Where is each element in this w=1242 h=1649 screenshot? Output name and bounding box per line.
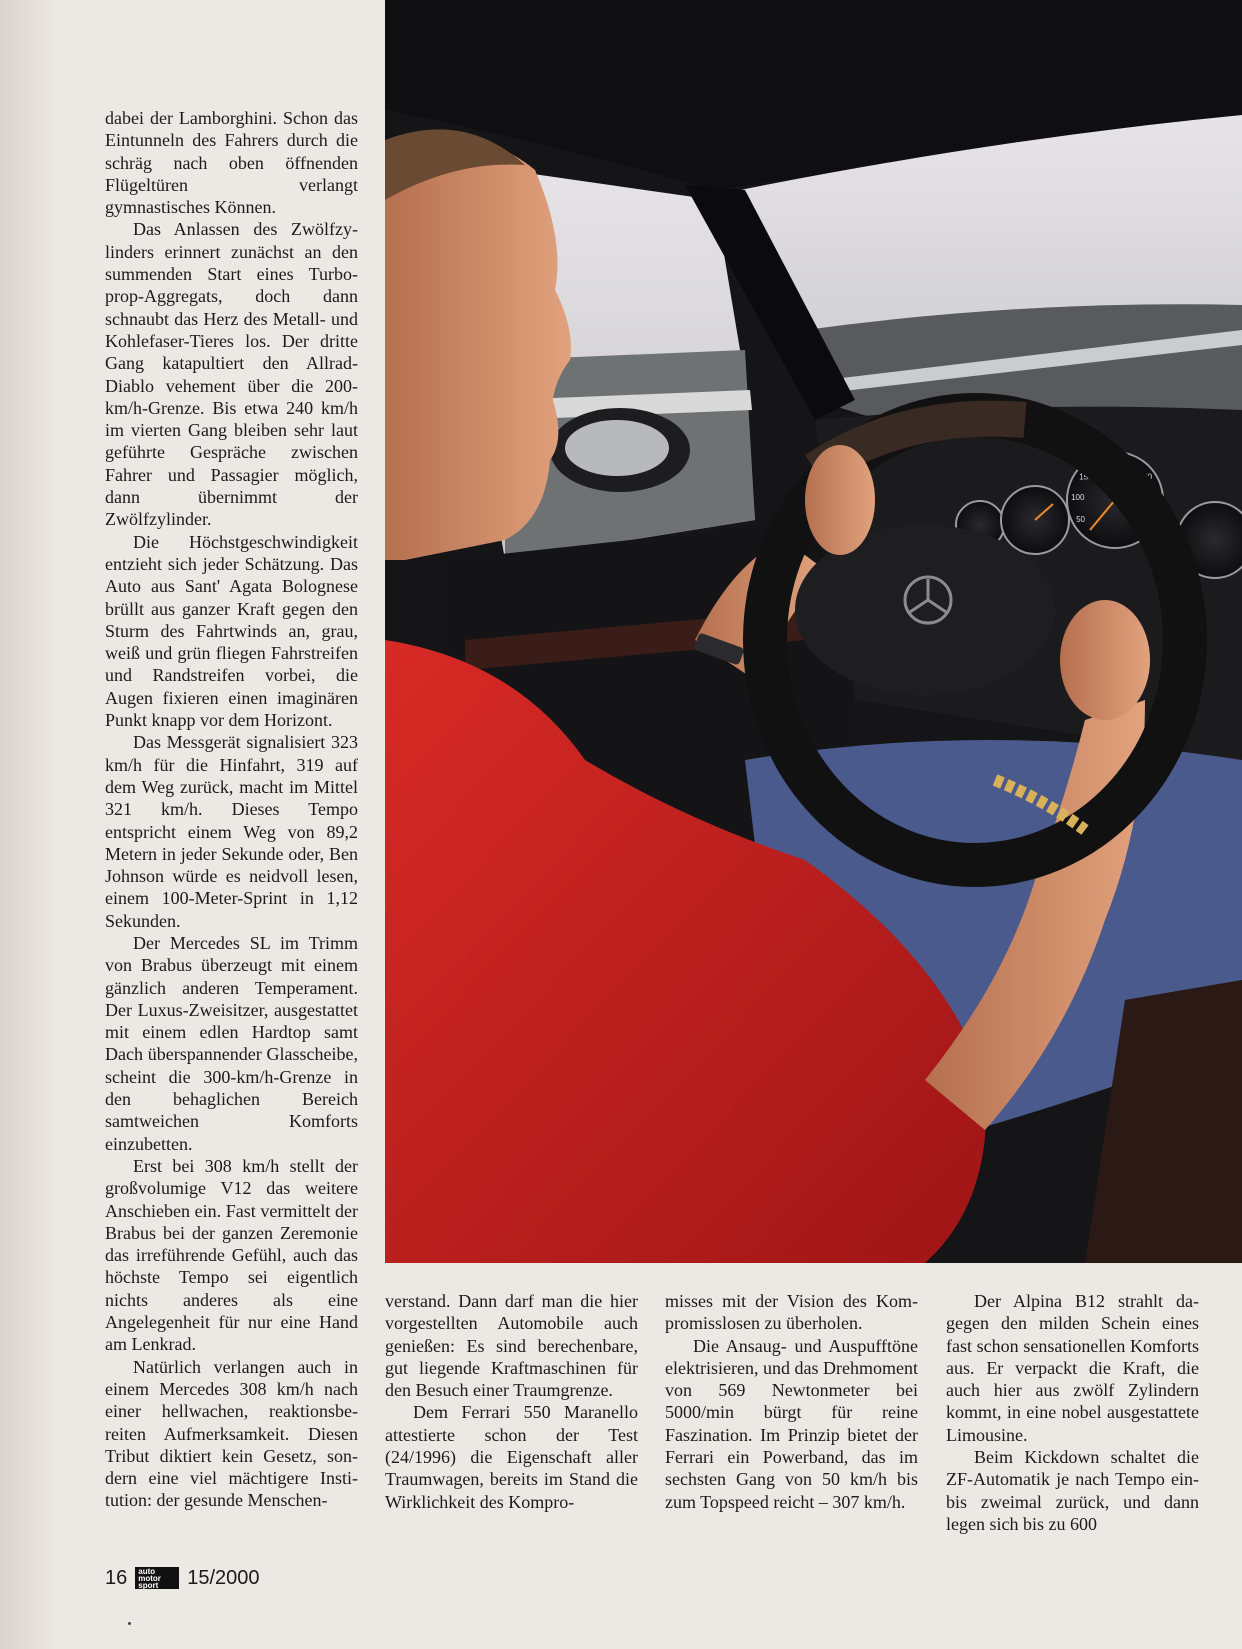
print-speck	[128, 1622, 131, 1625]
paragraph: Erst bei 308 km/h stellt der großvolumige V12 das weitere Anschieben ein. Fast vermittelt der Brabus bei der ganzen Zeremonie das irreführende Gefühl, auch das höchste Tempo sei eigentlich nichts anderes als eine Angelegenheit für nur eine Hand am Lenkrad.	[105, 1155, 358, 1355]
paragraph: verstand. Dann darf man die hier vorgestellten Automobile auch genießen: Es sind berechenbare, gut liegende Kraftmaschinen für den Besuch einer Traumgrenze.	[385, 1291, 638, 1401]
text-column-2	[385, 1290, 638, 1513]
paragraph: misses mit der Vision des Kompromisslosen zu überholen.	[665, 1291, 918, 1334]
speedo-tick-label: 50	[1076, 515, 1086, 524]
speedo-tick-label: 270	[1138, 472, 1153, 482]
issue-number: 15/2000	[187, 1566, 260, 1589]
speedo-tick-label: 300	[1146, 493, 1161, 503]
magazine-logo: auto motor sport	[135, 1567, 179, 1589]
driver-photo	[385, 0, 1242, 1263]
speedo-tick-label: 240	[1120, 459, 1134, 469]
speedo-tick-label: 100	[1071, 493, 1085, 503]
text-column-1	[105, 107, 358, 1512]
paragraph: dabei der Lamborghini. Schon das Eintunneln des Fahrers durch die schräg nach oben öffnenden Flügeltüren verlangt gymnastisches Können.	[105, 108, 358, 218]
paragraph: Das Anlassen des Zwölfzylinders erinnert zunächst an den summenden Start eines Turboprop-Aggregats, doch dann schnaubt das Herz des Metall- und Kohlefaser-Tieres los. Der dritte Gang katapultiert den Allrad-Diablo vehement über die 200-km/h-Grenze. Bis etwa 240 km/h im vierten Gang bleiben sehr laut geführte Gespräche zwischen Fahrer und Passagier möglich, dann übernimmt der Zwölfzylinder.	[105, 219, 358, 530]
speedo-tick-label: 210	[1097, 459, 1112, 469]
paragraph: Dem Ferrari 550 Maranello attestierte schon der Test (24/1996) die Eigenschaft aller Traumwagen, bereits im Stand die Wirklichkeit des Kompro-	[385, 1402, 638, 1512]
paragraph: Die Ansaug- und Auspufftöne elektrisieren, und das Drehmoment von 569 Newtonmeter bei 5000/min bürgt für reine Faszination. Im Prinzip bietet der Ferrari ein Powerband, das im sechsten Gang von 50 km/h bis zum Topspeed reicht – 307 km/h.	[665, 1335, 918, 1512]
text-column-3	[665, 1290, 918, 1513]
page-edge-shadow	[0, 0, 60, 1649]
paragraph: Natürlich verlangen auch in einem Mercedes 308 km/h nach einer hellwachen, reaktionsbereiten Aufmerksamkeit. Diesen Tribut diktiert kein Gesetz, sondern eine viel mächtigere Institution: der gesunde Menschen-	[105, 1356, 358, 1511]
photo-illustration	[385, 0, 1242, 1263]
speedo-tick-label: 150	[1079, 472, 1093, 482]
speedo-tick-label: 330	[1141, 515, 1156, 524]
paragraph: Der Alpina B12 strahlt dagegen den milden Schein eines fast schon sensationellen Komforts aus. Er verpackt die Kraft, die auch hier aus zwölf Zylindern kommt, in eine nobel ausgestattete Limousine.	[946, 1291, 1199, 1445]
paragraph: Der Mercedes SL im Trimm von Brabus überzeugt mit einem gänzlich anderen Temperament. Der Luxus-Zweisitzer, ausgestattet mit einem edlen Hardtop samt Dach überspannender Glasscheibe, scheint die 300-km/h-Grenze in den behaglichen Bereich samtweichen Komforts einzubetten.	[105, 932, 358, 1154]
page-footer	[105, 1564, 260, 1592]
paragraph: Die Höchstgeschwindigkeit entzieht sich jeder Schätzung. Das Auto aus Sant' Agata Bolognese brüllt aus ganzer Kraft gegen den Sturm des Fahrtwinds an, grau, weiß und grün fliegen Fahrstreifen und Randstreifen vorbei, die Augen fixieren einen imaginären Punkt knapp vor dem Horizont.	[105, 531, 358, 731]
paragraph: Das Messgerät signalisiert 323 km/h für die Hinfahrt, 319 auf dem Weg zurück, macht im Mittel 321 km/h. Dieses Tempo entspricht einem Weg von 89,2 Metern in jeder Sekunde oder, Ben Johnson würde es neidvoll lesen, einem 100-Meter-Sprint in 1,12 Sekunden.	[105, 732, 358, 931]
paragraph: Beim Kickdown schaltet die ZF-Automatik je nach Tempo ein- bis zweimal zurück, und dann legen sich bis zu 600	[946, 1447, 1199, 1534]
text-column-4	[946, 1290, 1199, 1535]
page-number: 16	[105, 1566, 128, 1589]
